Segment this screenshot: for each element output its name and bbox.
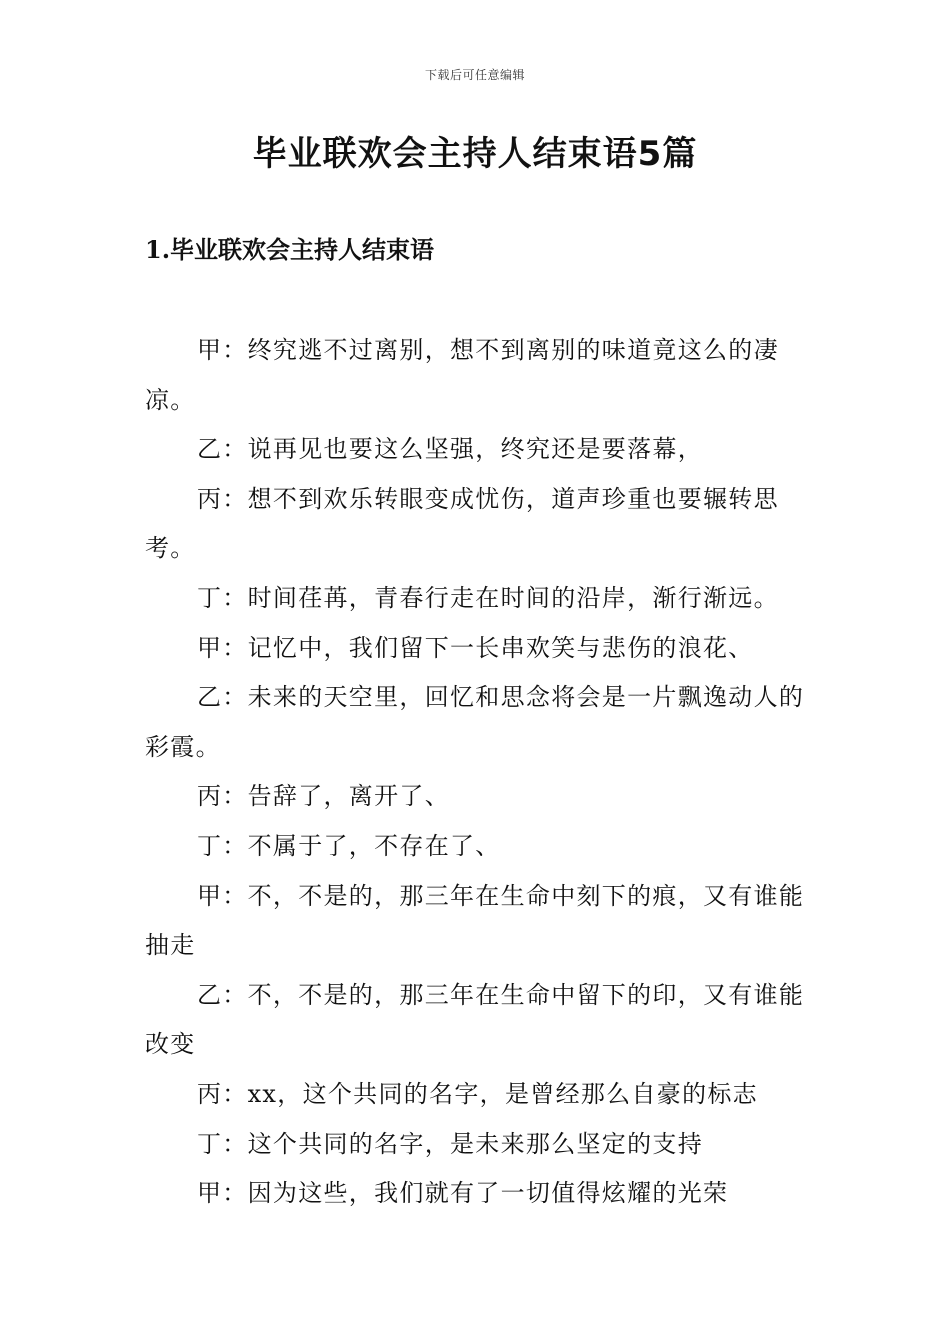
paragraph: 丙：告辞了，离开了、 (197, 782, 450, 811)
paragraph: 甲：终究逃不过离别，想不到离别的味道竟这么的凄凉。 (145, 336, 779, 414)
paragraph: 丙：想不到欢乐转眼变成忧伤，道声珍重也要辗转思考。 (145, 484, 779, 563)
header-note: 下载后可任意编辑 (424, 68, 525, 82)
paragraph: 乙：不，不是的，那三年在生命中留下的印，又有谁能改变 (145, 980, 805, 1059)
paragraph: 丁：这个共同的名字，是未来那么坚定的支持 (197, 1129, 703, 1158)
paragraph: 甲：记忆中，我们留下一长串欢笑与悲伤的浪花、 (197, 633, 754, 662)
document-title: 毕业联欢会主持人结束语5篇 (252, 134, 698, 174)
paragraph: 乙：未来的天空里，回忆和思念将会是一片飘逸动人的彩霞。 (145, 683, 805, 761)
paragraph: 甲：因为这些，我们就有了一切值得炫耀的光荣 (197, 1179, 729, 1208)
paragraph: 丙：xx，这个共同的名字，是曾经那么自豪的标志 (197, 1079, 758, 1108)
paragraph: 丁：时间荏苒，青春行走在时间的沿岸，渐行渐远。 (197, 583, 779, 612)
body-text (145, 326, 807, 1219)
paragraph: 甲：不，不是的，那三年在生命中刻下的痕，又有谁能抽走 (145, 881, 805, 960)
paragraph: 丁：不属于了，不存在了、 (197, 831, 501, 860)
paragraph: 乙：说再见也要这么坚强，终究还是要落幕， (197, 435, 703, 464)
section-heading: 1.毕业联欢会主持人结束语 (145, 235, 435, 264)
